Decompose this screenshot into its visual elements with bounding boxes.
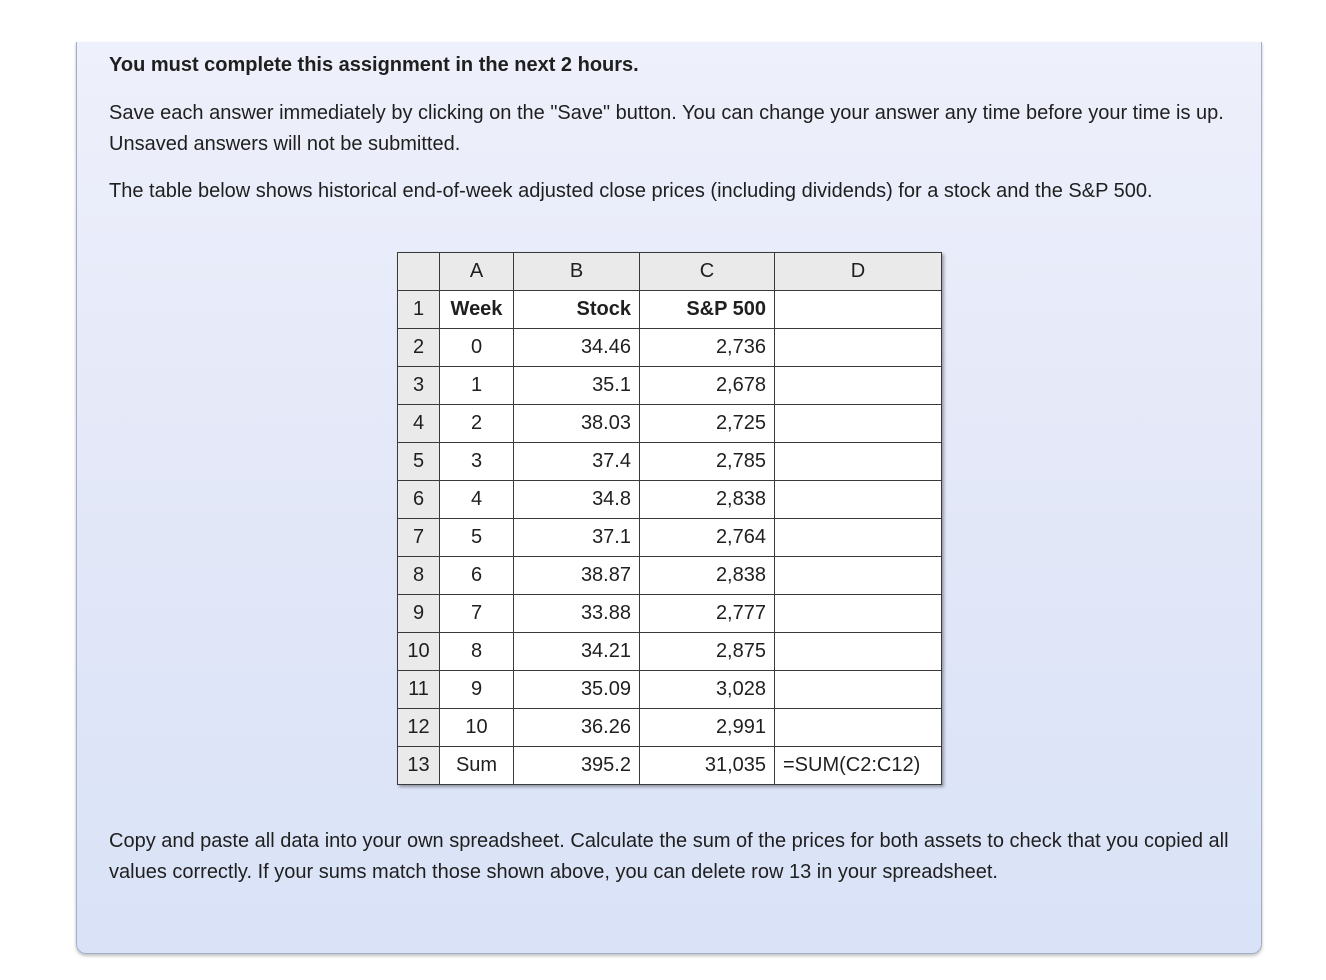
column-d-cell: =SUM(C2:C12) — [775, 747, 942, 785]
row-number-cell: 5 — [398, 443, 440, 481]
row-number-cell: 2 — [398, 329, 440, 367]
table-row — [398, 329, 942, 367]
sp500-cell: 2,838 — [640, 481, 775, 519]
sp500-cell: 2,785 — [640, 443, 775, 481]
footer-instructions-wrap — [109, 826, 1239, 888]
week-cell: 3 — [440, 443, 514, 481]
table-row — [398, 633, 942, 671]
week-cell: 1 — [440, 367, 514, 405]
column-d-cell — [775, 481, 942, 519]
stock-cell: Stock — [514, 291, 640, 329]
row-number-cell: 10 — [398, 633, 440, 671]
sp500-cell: 3,028 — [640, 671, 775, 709]
sp500-cell: 2,678 — [640, 367, 775, 405]
column-d-cell — [775, 709, 942, 747]
sp500-cell: 31,035 — [640, 747, 775, 785]
column-header-row — [398, 253, 942, 291]
price-table — [397, 252, 942, 785]
column-d-cell — [775, 405, 942, 443]
stock-cell: 37.4 — [514, 443, 640, 481]
stock-cell: 34.21 — [514, 633, 640, 671]
column-letter-a: A — [440, 253, 514, 291]
sp500-cell: 2,991 — [640, 709, 775, 747]
sp500-cell: 2,736 — [640, 329, 775, 367]
week-cell: 6 — [440, 557, 514, 595]
table-row — [398, 595, 942, 633]
week-cell: 5 — [440, 519, 514, 557]
week-cell: 9 — [440, 671, 514, 709]
week-cell: 0 — [440, 329, 514, 367]
week-cell: Sum — [440, 747, 514, 785]
column-d-cell — [775, 557, 942, 595]
sp500-cell: 2,764 — [640, 519, 775, 557]
stock-cell: 35.09 — [514, 671, 640, 709]
stock-cell: 38.87 — [514, 557, 640, 595]
row-number-cell: 1 — [398, 291, 440, 329]
week-cell: 4 — [440, 481, 514, 519]
sp500-cell: 2,875 — [640, 633, 775, 671]
stock-cell: 35.1 — [514, 367, 640, 405]
row-number-cell: 3 — [398, 367, 440, 405]
table-row — [398, 291, 942, 329]
column-d-cell — [775, 291, 942, 329]
column-d-cell — [775, 443, 942, 481]
table-row — [398, 405, 942, 443]
table-row — [398, 747, 942, 785]
sp500-cell: 2,838 — [640, 557, 775, 595]
row-number-cell: 7 — [398, 519, 440, 557]
column-d-cell — [775, 595, 942, 633]
deadline-notice: You must complete this assignment in the next 2 hours. — [109, 54, 639, 76]
week-cell: 8 — [440, 633, 514, 671]
column-letter-c: C — [640, 253, 775, 291]
sp500-cell: 2,725 — [640, 405, 775, 443]
stock-cell: 37.1 — [514, 519, 640, 557]
stock-cell: 38.03 — [514, 405, 640, 443]
column-d-cell — [775, 671, 942, 709]
table-row — [398, 519, 942, 557]
footer-instructions: Copy and paste all data into your own spreadsheet. Calculate the sum of the prices for both assets to check that you copied all values correctly. If your sums match those shown above, you can delete row 13 in your spreadsheet. — [109, 830, 1229, 883]
row-number-cell: 11 — [398, 671, 440, 709]
row-number-cell: 12 — [398, 709, 440, 747]
column-d-cell — [775, 633, 942, 671]
row-number-cell: 13 — [398, 747, 440, 785]
save-instructions: Save each answer immediately by clicking on the "Save" button. You can change your answer any time before your time is up. Unsaved answers will not be submitted. — [109, 102, 1224, 155]
sp500-cell: S&P 500 — [640, 291, 775, 329]
week-cell: 2 — [440, 405, 514, 443]
stock-cell: 34.46 — [514, 329, 640, 367]
sp500-cell: 2,777 — [640, 595, 775, 633]
table-intro: The table below shows historical end-of-week adjusted close prices (including dividends) for a stock and the S&P 500. — [109, 180, 1153, 202]
table-row — [398, 367, 942, 405]
column-d-cell — [775, 367, 942, 405]
corner-cell — [398, 253, 440, 291]
row-number-cell: 6 — [398, 481, 440, 519]
spreadsheet-image — [397, 252, 942, 785]
week-cell: 10 — [440, 709, 514, 747]
week-cell: 7 — [440, 595, 514, 633]
table-row — [398, 557, 942, 595]
row-number-cell: 9 — [398, 595, 440, 633]
stock-cell: 395.2 — [514, 747, 640, 785]
column-letter-d: D — [775, 253, 942, 291]
row-number-cell: 4 — [398, 405, 440, 443]
stock-cell: 36.26 — [514, 709, 640, 747]
column-d-cell — [775, 329, 942, 367]
stock-cell: 33.88 — [514, 595, 640, 633]
question-content — [109, 50, 1229, 207]
stock-cell: 34.8 — [514, 481, 640, 519]
table-row — [398, 443, 942, 481]
table-row — [398, 481, 942, 519]
column-letter-b: B — [514, 253, 640, 291]
question-panel — [76, 42, 1262, 954]
table-row — [398, 709, 942, 747]
column-d-cell — [775, 519, 942, 557]
row-number-cell: 8 — [398, 557, 440, 595]
table-row — [398, 671, 942, 709]
week-cell: Week — [440, 291, 514, 329]
